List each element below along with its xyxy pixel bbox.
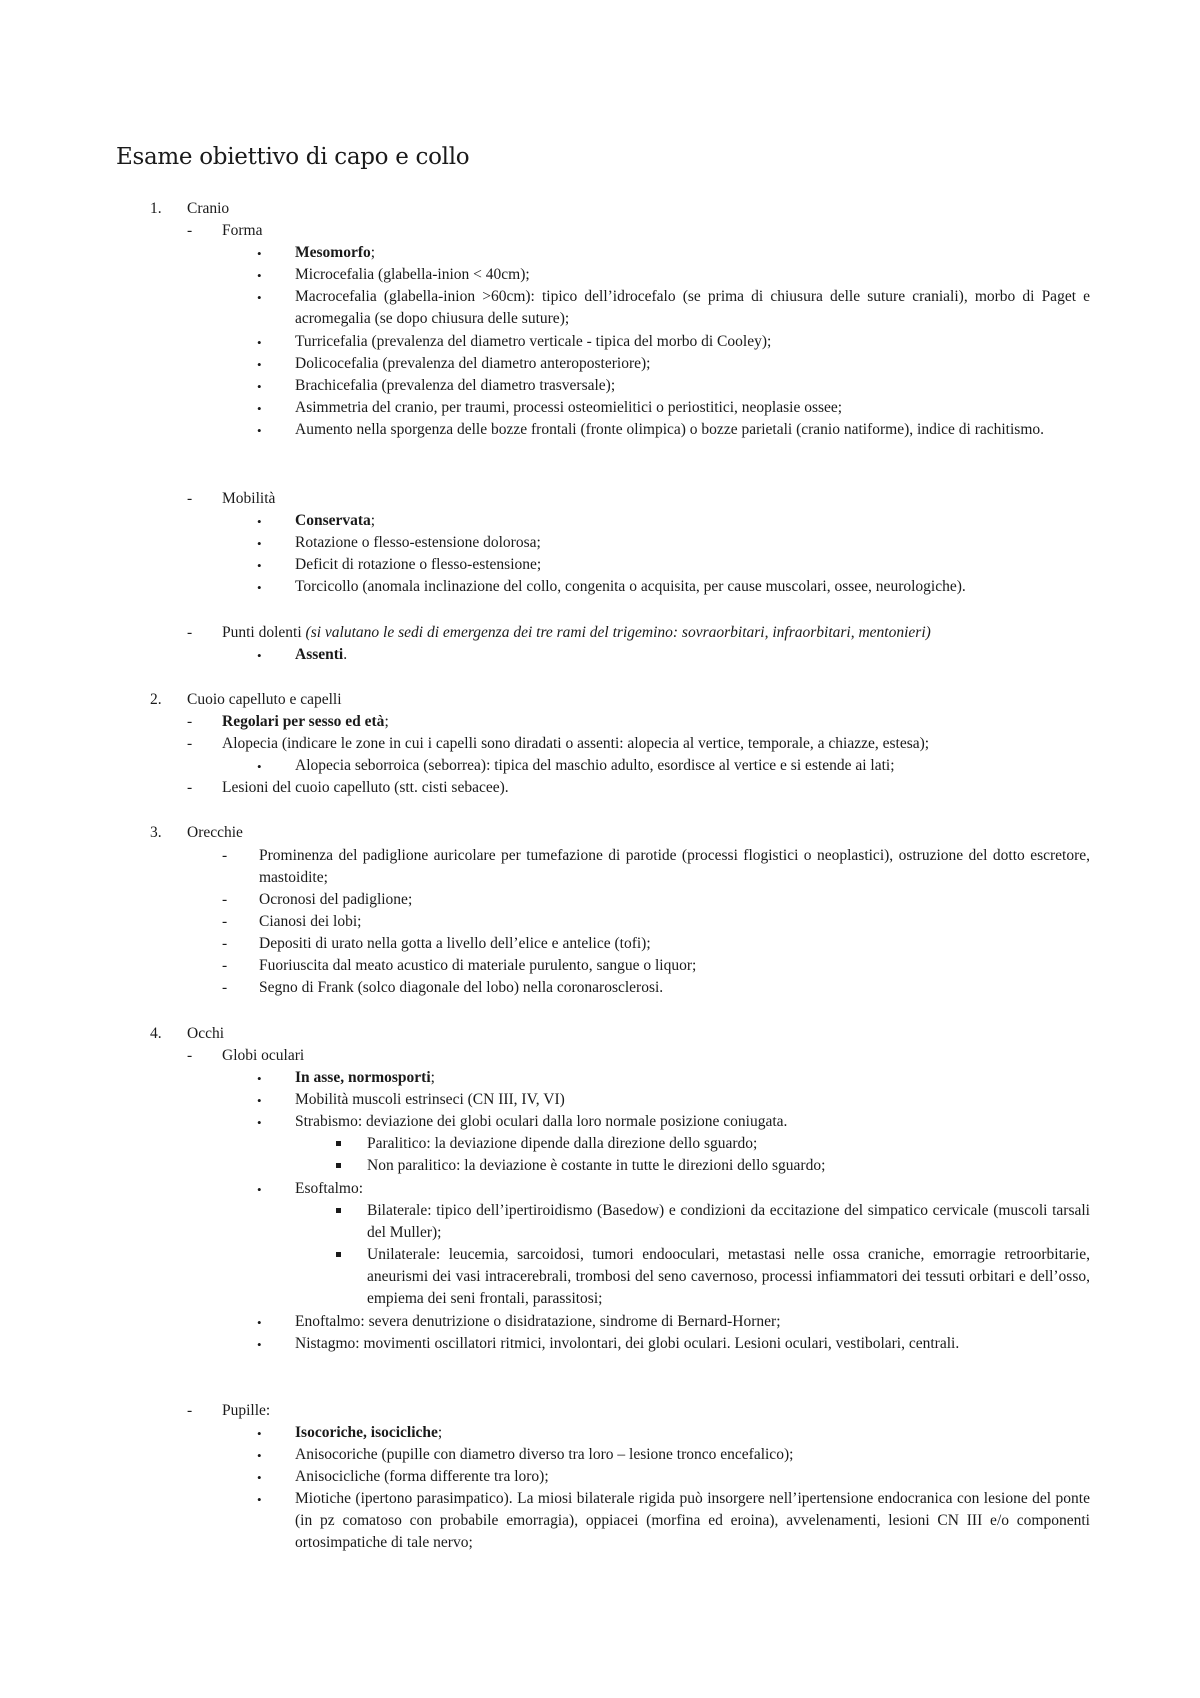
list-item: Fuoriuscita dal meato acustico di materiale purulento, sangue o liquor;: [259, 957, 697, 974]
list-item: Dolicocefalia (prevalenza del diametro anteroposteriore);: [295, 355, 651, 372]
bullet-marker: •: [257, 1071, 262, 1086]
bullet-marker: •: [257, 1426, 262, 1441]
list-item: In asse, normosporti;: [295, 1069, 435, 1086]
bullet-marker: •: [257, 401, 262, 416]
square-bullet-marker: [336, 1141, 341, 1146]
list-item: Mesomorfo;: [295, 244, 376, 261]
dash-marker: -: [187, 222, 193, 239]
list-item: Regolari per sesso ed età;: [222, 713, 389, 730]
list-item: Isocoriche, isocicliche;: [295, 1424, 443, 1441]
dash-marker: -: [187, 490, 193, 507]
list-item: Enoftalmo: severa denutrizione o disidratazione, sindrome di Bernard-Horner;: [295, 1313, 781, 1330]
bullet-marker: •: [257, 1470, 262, 1485]
dash-marker: -: [222, 891, 228, 908]
dash-marker: -: [187, 735, 193, 752]
list-item: Conservata;: [295, 512, 376, 529]
square-bullet-marker: [336, 1163, 341, 1168]
square-bullet-marker: [336, 1208, 341, 1213]
bullet-marker: •: [257, 759, 262, 774]
section-heading-orecchie: Orecchie: [187, 824, 243, 841]
section-heading-cranio: Cranio: [187, 200, 230, 217]
bullet-marker: •: [257, 1115, 262, 1130]
list-item: Bilaterale: tipico dell’ipertiroidismo (Basedow) e condizioni da eccitazione del simpatico cervicale (muscoli tarsali del Muller);: [367, 1202, 1090, 1241]
bullet-marker: •: [257, 1093, 262, 1108]
list-item: Depositi di urato nella gotta a livello dell’elice e antelice (tofi);: [259, 935, 651, 952]
list-item: Anisocicliche (forma differente tra loro);: [295, 1468, 549, 1485]
dash-marker: -: [222, 935, 228, 952]
list-item: Alopecia seborroica (seborrea): tipica del maschio adulto, esordisce al vertice e si estende ai lati;: [295, 757, 895, 774]
list-item: Cianosi dei lobi;: [259, 913, 362, 930]
list-item: Strabismo: deviazione dei globi oculari dalla loro normale posizione coniugata.: [295, 1113, 788, 1130]
dash-marker: -: [187, 779, 193, 796]
list-item: Torcicollo (anomala inclinazione del collo, congenita o acquisita, per cause muscolari, ossee, neurologiche).: [295, 578, 966, 595]
section-number: 4.: [150, 1025, 162, 1042]
list-item: Deficit di rotazione o flesso-estensione;: [295, 556, 542, 573]
bullet-marker: •: [257, 423, 262, 438]
dash-marker: -: [222, 913, 228, 930]
section-number: 2.: [150, 691, 162, 708]
bullet-marker: •: [257, 357, 262, 372]
bullet-marker: •: [257, 1448, 262, 1463]
dash-marker: -: [222, 847, 228, 864]
bullet-marker: •: [257, 1337, 262, 1352]
list-item: Microcefalia (glabella-inion < 40cm);: [295, 266, 530, 283]
list-item: Unilaterale: leucemia, sarcoidosi, tumori endooculari, metastasi nelle ossa craniche, emorragie retroorbitarie, aneurismi dei vasi intracerebrali, trombosi del seno cavernoso, processi infiammatori dei tessuti orbitari e dell’osso, empiema dei seni frontali, parassitosi;: [367, 1246, 1090, 1307]
bullet-marker: •: [257, 648, 262, 663]
section-number: 3.: [150, 824, 162, 841]
list-item: Rotazione o flesso-estensione dolorosa;: [295, 534, 541, 551]
bullet-marker: •: [257, 335, 262, 350]
list-item: Mobilità muscoli estrinseci (CN III, IV, VI): [295, 1091, 565, 1108]
bullet-marker: •: [257, 1315, 262, 1330]
list-item: Asimmetria del cranio, per traumi, processi osteomielitici o periostitici, neoplasie ossee;: [295, 399, 843, 416]
subsection-pupille: Pupille:: [222, 1402, 271, 1419]
list-item: Non paralitico: la deviazione è costante in tutte le direzioni dello sguardo;: [367, 1157, 826, 1174]
list-item: Lesioni del cuoio capelluto (stt. cisti sebacee).: [222, 779, 509, 796]
list-item: Brachicefalia (prevalenza del diametro trasversale);: [295, 377, 616, 394]
list-item: Anisocoriche (pupille con diametro diverso tra loro – lesione tronco encefalico);: [295, 1446, 794, 1463]
dash-marker: -: [187, 1402, 193, 1419]
bullet-marker: •: [257, 514, 262, 529]
bullet-marker: •: [257, 290, 262, 305]
bullet-marker: •: [257, 379, 262, 394]
list-item: Turricefalia (prevalenza del diametro verticale - tipica del morbo di Cooley);: [295, 333, 772, 350]
dash-marker: -: [187, 1047, 193, 1064]
list-item: Prominenza del padiglione auricolare per tumefazione di parotide (processi flogistici o neoplastici), ostruzione del dotto escretore, mastoidite;: [259, 847, 1090, 886]
section-heading-cuoio: Cuoio capelluto e capelli: [187, 691, 342, 708]
section-heading-occhi: Occhi: [187, 1025, 225, 1042]
bullet-marker: •: [257, 558, 262, 573]
page-title: Esame obiettivo di capo e collo: [116, 144, 470, 170]
bullet-marker: •: [257, 580, 262, 595]
section-number: 1.: [150, 200, 162, 217]
square-bullet-marker: [336, 1252, 341, 1257]
subsection-mobilita: Mobilità: [222, 490, 276, 507]
list-item: Macrocefalia (glabella-inion >60cm): tipico dell’idrocefalo (se prima di chiusura delle suture craniali), morbo di Paget e acromegalia (se dopo chiusura delle suture);: [295, 288, 1090, 327]
list-item: Ocronosi del padiglione;: [259, 891, 413, 908]
list-item: Esoftalmo:: [295, 1180, 364, 1197]
list-item: Aumento nella sporgenza delle bozze frontali (fronte olimpica) o bozze parietali (cranio natiforme), indice di rachitismo.: [295, 421, 1045, 438]
bullet-marker: •: [257, 246, 262, 261]
list-item: Segno di Frank (solco diagonale del lobo) nella coronarosclerosi.: [259, 979, 664, 996]
bullet-marker: •: [257, 268, 262, 283]
subsection-forma: Forma: [222, 222, 263, 239]
subsection-globi-oculari: Globi oculari: [222, 1047, 305, 1064]
list-item: Alopecia (indicare le zone in cui i capelli sono diradati o assenti: alopecia al vertice, temporale, a chiazze, estesa);: [222, 735, 930, 752]
subsection-punti-dolenti: Punti dolenti (si valutano le sedi di emergenza dei tre rami del trigemino: sovraorbitari, infraorbitari, mentonieri): [222, 624, 931, 641]
list-item: Miotiche (ipertono parasimpatico). La miosi bilaterale rigida può insorgere nell’ipertensione endocranica con lesione del ponte (in pz comatoso con probabile emorragia), oppiacei (morfina ed eroina), avvelenamenti, lesioni CN III e/o componenti ortosimpatiche di tale nervo;: [295, 1490, 1090, 1551]
dash-marker: -: [187, 713, 193, 730]
dash-marker: -: [222, 979, 228, 996]
dash-marker: -: [222, 957, 228, 974]
list-item: Paralitico: la deviazione dipende dalla direzione dello sguardo;: [367, 1135, 758, 1152]
bullet-marker: •: [257, 536, 262, 551]
dash-marker: -: [187, 624, 193, 641]
list-item: Nistagmo: movimenti oscillatori ritmici, involontari, dei globi oculari. Lesioni oculari, vestibolari, centrali.: [295, 1335, 960, 1352]
list-item: Assenti.: [295, 646, 348, 663]
bullet-marker: •: [257, 1182, 262, 1197]
bullet-marker: •: [257, 1492, 262, 1507]
